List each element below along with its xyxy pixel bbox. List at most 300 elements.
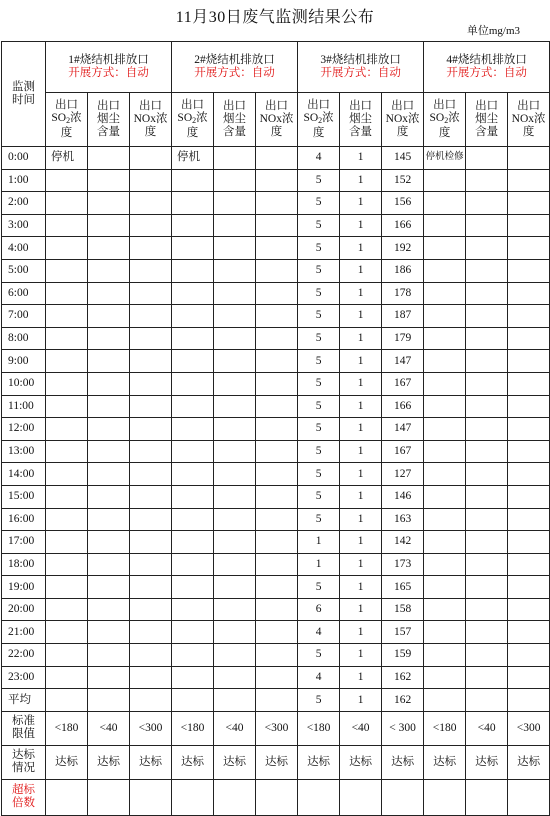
outlet-mode: 开展方式：自动 <box>446 67 527 79</box>
value-cell <box>466 372 508 395</box>
emission-table <box>1 41 550 816</box>
col-line: 出口 <box>223 100 247 112</box>
value-cell <box>256 621 298 644</box>
value-cell <box>130 147 172 170</box>
col-line: 烟尘 <box>97 113 120 125</box>
value-cell <box>172 372 214 395</box>
value-cell <box>508 282 550 305</box>
outlet-name: 3#烧结机排放口 <box>320 54 401 66</box>
value-cell <box>88 508 130 531</box>
standard-cell: <40 <box>88 711 130 745</box>
value-cell <box>256 305 298 328</box>
value-cell <box>130 485 172 508</box>
time-cell: 13:00 <box>2 440 46 463</box>
time-cell: 3:00 <box>2 214 46 237</box>
value-cell <box>172 644 214 667</box>
value-cell <box>214 147 256 170</box>
value-cell: 165 <box>382 576 424 599</box>
value-cell <box>88 576 130 599</box>
value-cell <box>88 689 130 712</box>
exceed-cell <box>172 779 214 815</box>
value-cell <box>88 192 130 215</box>
label-line: 倍数 <box>12 797 35 810</box>
value-cell: 1 <box>340 689 382 712</box>
value-cell <box>424 169 466 192</box>
value-cell <box>508 440 550 463</box>
outlet-name: 4#烧结机排放口 <box>446 54 527 66</box>
col-line: 度 <box>144 126 157 138</box>
table-row <box>2 282 550 305</box>
value-cell <box>130 508 172 531</box>
value-cell: 142 <box>382 531 424 554</box>
time-cell: 10:00 <box>2 372 46 395</box>
col-line: 出口 <box>265 100 289 112</box>
value-cell <box>424 463 466 486</box>
value-cell: 6 <box>298 598 340 621</box>
value-cell <box>172 666 214 689</box>
col-subscript: 2 <box>66 116 71 125</box>
value-cell: 5 <box>298 689 340 712</box>
value-cell <box>214 598 256 621</box>
value-cell <box>508 576 550 599</box>
compliance-cell: 达标 <box>466 745 508 779</box>
value-cell: 178 <box>382 282 424 305</box>
value-cell: 1 <box>340 418 382 441</box>
table-row <box>2 508 550 531</box>
outlet-mode: 开展方式：自动 <box>68 67 149 79</box>
value-cell <box>466 418 508 441</box>
exceed-cell <box>88 779 130 815</box>
value-cell <box>424 666 466 689</box>
value-cell <box>508 259 550 282</box>
value-cell <box>88 282 130 305</box>
time-cell: 平均 <box>2 689 46 712</box>
value-cell: 1 <box>340 305 382 328</box>
time-cell: 9:00 <box>2 350 46 373</box>
value-cell <box>214 214 256 237</box>
value-cell <box>88 531 130 554</box>
value-cell <box>130 305 172 328</box>
value-cell <box>508 621 550 644</box>
value-cell <box>508 147 550 170</box>
value-cell <box>466 169 508 192</box>
value-cell: 1 <box>340 576 382 599</box>
exceed-cell <box>508 779 550 815</box>
value-cell: 4 <box>298 666 340 689</box>
col-line: 含量 <box>223 126 247 138</box>
value-cell: 156 <box>382 192 424 215</box>
value-cell <box>256 463 298 486</box>
value-cell <box>466 553 508 576</box>
value-cell: 179 <box>382 327 424 350</box>
value-cell <box>466 440 508 463</box>
value-cell <box>130 237 172 260</box>
value-cell <box>130 463 172 486</box>
label-line: 情况 <box>12 762 35 775</box>
value-cell <box>88 553 130 576</box>
value-cell <box>172 418 214 441</box>
time-cell: 0:00 <box>2 147 46 170</box>
value-cell <box>214 282 256 305</box>
col-line: NOx浓 <box>259 113 294 125</box>
table-row <box>2 259 550 282</box>
value-cell <box>214 689 256 712</box>
value-cell: 1 <box>340 598 382 621</box>
value-cell <box>88 621 130 644</box>
value-cell <box>508 666 550 689</box>
col-line: 出口 <box>55 99 78 111</box>
time-cell: 21:00 <box>2 621 46 644</box>
value-cell <box>46 621 88 644</box>
value-cell <box>508 350 550 373</box>
col-line: 出口 <box>349 100 373 112</box>
value-cell: 5 <box>298 440 340 463</box>
col-part: 浓 <box>196 112 208 124</box>
value-cell <box>466 508 508 531</box>
value-cell <box>88 305 130 328</box>
time-header-line2: 时间 <box>12 94 35 106</box>
value-cell <box>466 576 508 599</box>
nox-column-header <box>382 93 424 147</box>
label-line: 达标 <box>12 749 35 762</box>
value-cell <box>46 418 88 441</box>
value-cell <box>88 214 130 237</box>
outlet-name: 1#烧结机排放口 <box>68 54 149 66</box>
exceed-cell <box>340 779 382 815</box>
value-cell <box>172 282 214 305</box>
compliance-cell: 达标 <box>172 745 214 779</box>
value-cell <box>466 237 508 260</box>
value-cell: 5 <box>298 282 340 305</box>
value-cell <box>88 644 130 667</box>
time-header <box>2 42 46 147</box>
value-cell <box>466 350 508 373</box>
value-cell <box>424 259 466 282</box>
header-outlets-row <box>2 42 550 93</box>
table-row <box>2 598 550 621</box>
value-cell <box>172 169 214 192</box>
value-cell <box>424 305 466 328</box>
value-cell <box>88 237 130 260</box>
outlet-2-header <box>172 42 298 93</box>
value-cell <box>508 192 550 215</box>
value-cell <box>508 327 550 350</box>
value-cell: 停机检修 <box>424 147 466 170</box>
value-cell <box>46 576 88 599</box>
value-cell <box>256 214 298 237</box>
value-cell <box>46 553 88 576</box>
time-cell: 2:00 <box>2 192 46 215</box>
value-cell <box>130 689 172 712</box>
value-cell <box>130 598 172 621</box>
value-cell: 147 <box>382 418 424 441</box>
value-cell <box>466 531 508 554</box>
value-cell <box>172 214 214 237</box>
value-cell <box>466 282 508 305</box>
value-cell <box>214 463 256 486</box>
value-cell <box>424 395 466 418</box>
value-cell <box>466 327 508 350</box>
value-cell: 158 <box>382 598 424 621</box>
table-row <box>2 531 550 554</box>
value-cell <box>508 395 550 418</box>
value-cell: 1 <box>340 395 382 418</box>
nox-column-header <box>508 93 550 147</box>
exceed-cell <box>130 779 172 815</box>
table-row <box>2 621 550 644</box>
time-header-line1: 监测 <box>12 81 35 93</box>
value-cell <box>466 666 508 689</box>
value-cell: 1 <box>340 531 382 554</box>
value-cell: 163 <box>382 508 424 531</box>
value-cell <box>130 553 172 576</box>
value-cell <box>172 350 214 373</box>
exceed-cell <box>424 779 466 815</box>
col-line: 度 <box>396 126 409 138</box>
col-line: 出口 <box>475 100 499 112</box>
value-cell <box>46 350 88 373</box>
value-cell: 停机 <box>172 147 214 170</box>
table-row <box>2 372 550 395</box>
value-cell <box>130 440 172 463</box>
exceed-label <box>2 779 46 815</box>
outlet-mode: 开展方式：自动 <box>194 67 275 79</box>
value-cell <box>466 147 508 170</box>
value-cell <box>88 169 130 192</box>
standard-cell: <300 <box>508 711 550 745</box>
page-title: 11月30日废气监测结果公布 <box>175 9 375 26</box>
value-cell <box>46 644 88 667</box>
value-cell <box>172 395 214 418</box>
value-cell <box>424 689 466 712</box>
value-cell <box>46 372 88 395</box>
table-row <box>2 169 550 192</box>
value-cell <box>256 689 298 712</box>
value-cell: 5 <box>298 237 340 260</box>
value-cell <box>214 305 256 328</box>
exceed-cell <box>214 779 256 815</box>
standard-cell: <180 <box>424 711 466 745</box>
value-cell: 5 <box>298 644 340 667</box>
value-cell <box>88 485 130 508</box>
header-columns-row <box>2 93 550 147</box>
value-cell: 166 <box>382 214 424 237</box>
dust-column-header <box>340 93 382 147</box>
value-cell <box>88 259 130 282</box>
standard-cell: <40 <box>340 711 382 745</box>
value-cell <box>46 214 88 237</box>
unit-label: 单位mg/m3 <box>466 25 520 37</box>
table-row <box>2 305 550 328</box>
value-cell: 127 <box>382 463 424 486</box>
value-cell <box>256 395 298 418</box>
compliance-cell: 达标 <box>256 745 298 779</box>
time-cell: 4:00 <box>2 237 46 260</box>
value-cell <box>466 214 508 237</box>
dust-column-header <box>214 93 256 147</box>
time-cell: 7:00 <box>2 305 46 328</box>
value-cell: 1 <box>340 553 382 576</box>
value-cell <box>256 553 298 576</box>
value-cell <box>256 508 298 531</box>
value-cell <box>130 327 172 350</box>
value-cell <box>508 644 550 667</box>
value-cell: 146 <box>382 485 424 508</box>
value-cell <box>256 147 298 170</box>
col-line: 出口 <box>433 99 457 111</box>
table-row <box>2 553 550 576</box>
col-line: 出口 <box>391 100 415 112</box>
col-subscript: 2 <box>318 116 323 125</box>
value-cell <box>466 485 508 508</box>
col-line: 度 <box>270 126 283 138</box>
so2-column-header <box>298 93 340 147</box>
value-cell <box>424 327 466 350</box>
value-cell <box>88 440 130 463</box>
value-cell <box>424 553 466 576</box>
value-cell: 159 <box>382 644 424 667</box>
value-cell: 5 <box>298 259 340 282</box>
value-cell: 1 <box>340 666 382 689</box>
value-cell <box>172 327 214 350</box>
value-cell <box>46 282 88 305</box>
value-cell <box>424 485 466 508</box>
value-cell <box>424 214 466 237</box>
value-cell: 1 <box>340 214 382 237</box>
col-line: NOx浓 <box>511 113 546 125</box>
value-cell <box>88 463 130 486</box>
value-cell <box>172 305 214 328</box>
value-cell <box>172 598 214 621</box>
time-cell: 16:00 <box>2 508 46 531</box>
value-cell <box>424 598 466 621</box>
value-cell: 186 <box>382 259 424 282</box>
value-cell <box>46 531 88 554</box>
value-cell <box>214 576 256 599</box>
so2-column-header <box>46 93 88 147</box>
time-cell: 5:00 <box>2 259 46 282</box>
standard-cell: < 300 <box>382 711 424 745</box>
value-cell: 4 <box>298 621 340 644</box>
col-subscript: 2 <box>192 116 197 125</box>
time-cell: 15:00 <box>2 485 46 508</box>
value-cell <box>46 395 88 418</box>
value-cell <box>130 372 172 395</box>
value-cell: 1 <box>340 644 382 667</box>
so2-column-header <box>424 93 466 147</box>
value-cell <box>46 689 88 712</box>
standard-cell: <180 <box>172 711 214 745</box>
nox-column-header <box>256 93 298 147</box>
value-cell <box>46 305 88 328</box>
time-cell: 18:00 <box>2 553 46 576</box>
value-cell: 1 <box>340 147 382 170</box>
value-cell <box>214 485 256 508</box>
value-cell <box>424 237 466 260</box>
table-row <box>2 440 550 463</box>
value-cell: 162 <box>382 689 424 712</box>
value-cell <box>46 485 88 508</box>
value-cell <box>214 621 256 644</box>
value-cell <box>256 418 298 441</box>
value-cell <box>172 192 214 215</box>
value-cell <box>466 192 508 215</box>
value-cell <box>214 440 256 463</box>
value-cell <box>214 395 256 418</box>
label-line: 标准 <box>12 715 35 728</box>
value-cell: 1 <box>340 259 382 282</box>
value-cell <box>172 259 214 282</box>
col-line: 出口 <box>517 100 541 112</box>
value-cell <box>466 395 508 418</box>
compliance-cell: 达标 <box>88 745 130 779</box>
value-cell <box>46 508 88 531</box>
standard-cell: <300 <box>130 711 172 745</box>
standard-cell: <300 <box>256 711 298 745</box>
time-cell: 17:00 <box>2 531 46 554</box>
value-cell: 1 <box>340 327 382 350</box>
table-row <box>2 395 550 418</box>
value-cell <box>256 259 298 282</box>
value-cell <box>256 531 298 554</box>
value-cell: 5 <box>298 395 340 418</box>
standard-cell: <40 <box>466 711 508 745</box>
compliance-label <box>2 745 46 779</box>
value-cell <box>508 372 550 395</box>
col-line: 出口 <box>97 100 120 112</box>
value-cell <box>214 350 256 373</box>
time-cell: 19:00 <box>2 576 46 599</box>
value-cell: 162 <box>382 666 424 689</box>
col-line: 含量 <box>349 126 373 138</box>
value-cell: 1 <box>340 350 382 373</box>
value-cell: 1 <box>298 553 340 576</box>
value-cell <box>46 169 88 192</box>
value-cell <box>88 598 130 621</box>
value-cell: 5 <box>298 485 340 508</box>
value-cell <box>88 350 130 373</box>
value-cell <box>424 508 466 531</box>
value-cell <box>172 485 214 508</box>
col-part: 浓 <box>322 112 334 124</box>
value-cell: 5 <box>298 305 340 328</box>
dust-column-header <box>88 93 130 147</box>
value-cell: 187 <box>382 305 424 328</box>
table-row <box>2 327 550 350</box>
value-cell <box>466 644 508 667</box>
value-cell <box>214 192 256 215</box>
col-line: 度 <box>438 127 451 139</box>
exceed-cell <box>466 779 508 815</box>
value-cell <box>424 282 466 305</box>
so2-column-header <box>172 93 214 147</box>
value-cell: 173 <box>382 553 424 576</box>
value-cell <box>130 192 172 215</box>
value-cell <box>508 305 550 328</box>
nox-column-header <box>130 93 172 147</box>
col-line: 出口 <box>307 99 331 111</box>
value-cell <box>46 327 88 350</box>
compliance-cell: 达标 <box>298 745 340 779</box>
value-cell <box>130 259 172 282</box>
value-cell <box>214 372 256 395</box>
value-cell: 停机 <box>46 147 88 170</box>
value-cell <box>130 576 172 599</box>
value-cell: 1 <box>340 192 382 215</box>
value-cell <box>214 666 256 689</box>
value-cell <box>130 214 172 237</box>
value-cell <box>88 147 130 170</box>
